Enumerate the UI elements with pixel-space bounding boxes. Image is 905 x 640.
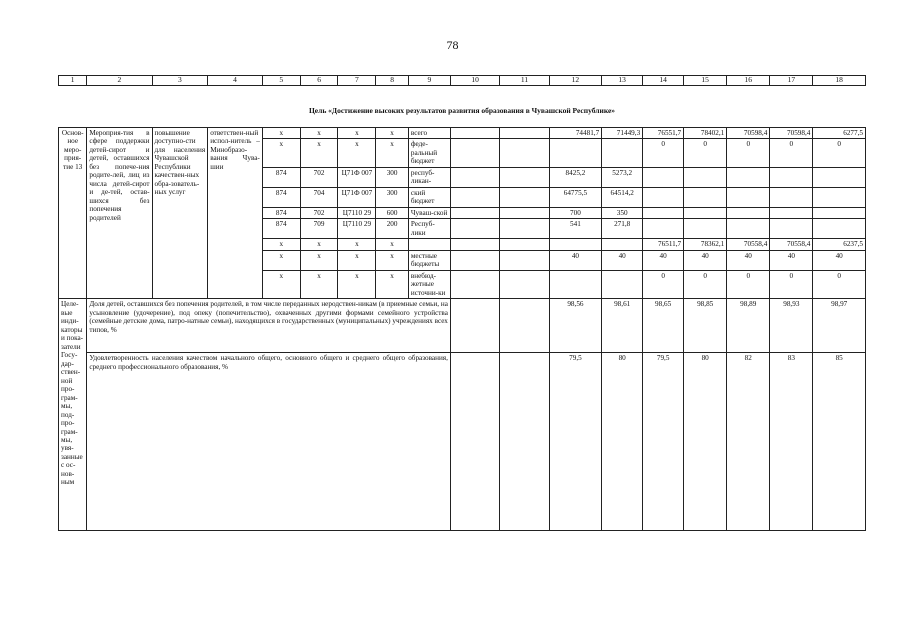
table-cell: x bbox=[300, 270, 338, 298]
indicator-value: 79,5 bbox=[643, 353, 684, 531]
indicator-value: 98,56 bbox=[549, 299, 602, 353]
table-cell: x bbox=[338, 250, 376, 270]
table-cell: 40 bbox=[727, 250, 770, 270]
table-cell bbox=[450, 239, 499, 250]
funding-source: внебюд-жетные источни-ки bbox=[408, 270, 450, 298]
table-cell bbox=[643, 207, 684, 218]
table-cell: 704 bbox=[300, 187, 338, 207]
table-cell bbox=[770, 207, 813, 218]
table-cell: x bbox=[262, 128, 300, 139]
col-header: 6 bbox=[300, 76, 338, 86]
activity-type: Основ-ное меро-прия-тие 13 bbox=[59, 128, 87, 299]
table-cell: 40 bbox=[684, 250, 727, 270]
col-header: 4 bbox=[208, 76, 263, 86]
indicator-text: Доля детей, оставшихся без попечения родителей, в том числе переданных неродствен-никам (в приемные семьи, на усыновление (удочерение), под опеку (попечительство), охваченных другими формами семейного устройства (семейные детские дома, патро-натные семьи), находящихся в государственных (муниципальных) учреждениях всех типов, % bbox=[87, 299, 451, 353]
table-cell: x bbox=[338, 139, 376, 167]
table-cell bbox=[727, 167, 770, 187]
table-cell bbox=[813, 167, 866, 187]
table-cell bbox=[549, 270, 602, 298]
funding-source: Респуб-лики bbox=[408, 219, 450, 239]
table-cell: x bbox=[376, 139, 409, 167]
table-cell: 74481,7 bbox=[549, 128, 602, 139]
table-cell bbox=[813, 187, 866, 207]
table-cell bbox=[643, 187, 684, 207]
table-cell: 541 bbox=[549, 219, 602, 239]
budget-table bbox=[58, 75, 866, 531]
table-cell bbox=[684, 187, 727, 207]
table-cell: 874 bbox=[262, 187, 300, 207]
col-header: 11 bbox=[500, 76, 549, 86]
table-cell: 702 bbox=[300, 167, 338, 187]
indicator-value: 82 bbox=[727, 353, 770, 531]
table-cell: 709 bbox=[300, 219, 338, 239]
table-cell: Ц7110 29 bbox=[338, 207, 376, 218]
table-cell bbox=[770, 187, 813, 207]
col-header: 8 bbox=[376, 76, 409, 86]
table-cell: x bbox=[262, 270, 300, 298]
table-cell: 874 bbox=[262, 207, 300, 218]
table-cell: 0 bbox=[813, 270, 866, 298]
column-number-row bbox=[59, 76, 866, 86]
indicator-value: 98,97 bbox=[813, 299, 866, 353]
table-cell bbox=[500, 167, 549, 187]
table-cell bbox=[602, 239, 643, 250]
indicator-value: 80 bbox=[602, 353, 643, 531]
table-cell bbox=[500, 139, 549, 167]
table-cell: x bbox=[262, 250, 300, 270]
col-header: 13 bbox=[602, 76, 643, 86]
indicator-value: 98,93 bbox=[770, 299, 813, 353]
table-cell: 0 bbox=[770, 139, 813, 167]
table-cell bbox=[450, 128, 499, 139]
page-number: 78 bbox=[446, 38, 459, 52]
table-cell: 702 bbox=[300, 207, 338, 218]
table-cell bbox=[602, 139, 643, 167]
table-cell: x bbox=[262, 139, 300, 167]
table-cell: x bbox=[338, 270, 376, 298]
table-cell bbox=[500, 250, 549, 270]
funding-source bbox=[408, 239, 450, 250]
col-header: 2 bbox=[87, 76, 152, 86]
indicator-value: 98,65 bbox=[643, 299, 684, 353]
table-cell: 600 bbox=[376, 207, 409, 218]
col-header: 12 bbox=[549, 76, 602, 86]
table-cell: 40 bbox=[770, 250, 813, 270]
table-cell: x bbox=[338, 239, 376, 250]
table-cell: 350 bbox=[602, 207, 643, 218]
table-cell bbox=[450, 187, 499, 207]
table-row bbox=[59, 128, 866, 139]
table-cell: 40 bbox=[813, 250, 866, 270]
table-cell: 78362,1 bbox=[684, 239, 727, 250]
table-cell: 40 bbox=[549, 250, 602, 270]
col-header: 16 bbox=[727, 76, 770, 86]
table-cell: x bbox=[262, 239, 300, 250]
table-cell: 71449,3 bbox=[602, 128, 643, 139]
indicator-value: 98,85 bbox=[684, 299, 727, 353]
table-cell bbox=[500, 128, 549, 139]
responsible-executor: ответствен-ный испол-нитель – Минобразо-вания Чува-шии bbox=[208, 128, 263, 299]
col-header: 18 bbox=[813, 76, 866, 86]
indicator-value: 79,5 bbox=[549, 353, 602, 531]
table-cell: 0 bbox=[727, 139, 770, 167]
indicator-value: 85 bbox=[813, 353, 866, 531]
table-cell: 0 bbox=[813, 139, 866, 167]
indicator-value: 83 bbox=[770, 353, 813, 531]
table-cell: x bbox=[376, 270, 409, 298]
table-cell: x bbox=[300, 239, 338, 250]
table-cell bbox=[450, 139, 499, 167]
goal-title: Цель «Достижение высоких результатов развития образования в Чувашской Республике» bbox=[59, 86, 866, 128]
table-cell: 0 bbox=[684, 139, 727, 167]
table-cell bbox=[500, 239, 549, 250]
table-cell bbox=[770, 167, 813, 187]
table-cell: 5273,2 bbox=[602, 167, 643, 187]
col-header: 10 bbox=[450, 76, 499, 86]
table-cell bbox=[727, 219, 770, 239]
table-cell bbox=[500, 299, 549, 353]
indicator-row bbox=[59, 353, 866, 531]
table-cell: 300 bbox=[376, 167, 409, 187]
table-cell bbox=[727, 187, 770, 207]
col-header: 5 bbox=[262, 76, 300, 86]
table-cell: 70598,4 bbox=[727, 128, 770, 139]
indicator-row bbox=[59, 299, 866, 353]
col-header: 9 bbox=[408, 76, 450, 86]
table-cell bbox=[727, 207, 770, 218]
table-cell: 200 bbox=[376, 219, 409, 239]
table-cell: Ц7110 29 bbox=[338, 219, 376, 239]
table-cell bbox=[813, 207, 866, 218]
table-cell bbox=[500, 270, 549, 298]
funding-source: феде-ральный бюджет bbox=[408, 139, 450, 167]
indicator-value: 98,89 bbox=[727, 299, 770, 353]
table-cell: 300 bbox=[376, 187, 409, 207]
table-cell bbox=[450, 219, 499, 239]
table-cell: 70558,4 bbox=[770, 239, 813, 250]
table-cell: 64514,2 bbox=[602, 187, 643, 207]
col-header: 1 bbox=[59, 76, 87, 86]
table-cell: 64775,5 bbox=[549, 187, 602, 207]
table-cell: x bbox=[338, 128, 376, 139]
funding-source: респуб-ликан- bbox=[408, 167, 450, 187]
table-cell bbox=[643, 167, 684, 187]
table-cell bbox=[450, 207, 499, 218]
table-cell: 76511,7 bbox=[643, 239, 684, 250]
table-cell bbox=[549, 139, 602, 167]
table-cell: x bbox=[300, 139, 338, 167]
col-header: 17 bbox=[770, 76, 813, 86]
table-cell: x bbox=[376, 239, 409, 250]
table-cell bbox=[450, 353, 499, 531]
table-cell: x bbox=[376, 128, 409, 139]
table-cell: x bbox=[376, 250, 409, 270]
col-header: 3 bbox=[152, 76, 208, 86]
table-cell: Ц71Ф 007 bbox=[338, 167, 376, 187]
indicator-value: 80 bbox=[684, 353, 727, 531]
table-cell: 8425,2 bbox=[549, 167, 602, 187]
table-cell: 40 bbox=[602, 250, 643, 270]
table-cell: 0 bbox=[643, 139, 684, 167]
indicator-text: Удовлетворенность населения качеством начального общего, основного общего и среднего общего образования, среднего профессионального образования, % bbox=[87, 353, 451, 531]
funding-source: Чуваш-ской bbox=[408, 207, 450, 218]
table-cell bbox=[643, 219, 684, 239]
table-cell: 76551,7 bbox=[643, 128, 684, 139]
table-cell: 78402,1 bbox=[684, 128, 727, 139]
col-header: 15 bbox=[684, 76, 727, 86]
table-cell bbox=[500, 187, 549, 207]
table-cell: 0 bbox=[727, 270, 770, 298]
col-header: 7 bbox=[338, 76, 376, 86]
table-cell: 40 bbox=[643, 250, 684, 270]
activity-name: Мероприя-тия в сфере поддержки детей-сирот и детей, оставшихся без попече-ния родите-лей, лиц из числа детей-сирот и де-тей, остав-шихся без попечения родителей bbox=[87, 128, 152, 299]
table-cell bbox=[500, 219, 549, 239]
activity-goal: повышение доступно-сти для населения Чувашской Республики качествен-ных обра-зователь-ных услуг bbox=[152, 128, 208, 299]
table-cell bbox=[684, 167, 727, 187]
col-header: 14 bbox=[643, 76, 684, 86]
table-cell: 0 bbox=[643, 270, 684, 298]
table-cell: 700 bbox=[549, 207, 602, 218]
table-cell bbox=[770, 219, 813, 239]
table-cell: Ц71Ф 007 bbox=[338, 187, 376, 207]
table-cell bbox=[684, 207, 727, 218]
table-cell bbox=[684, 219, 727, 239]
table-cell bbox=[450, 270, 499, 298]
table-cell bbox=[450, 250, 499, 270]
table-cell: 70558,4 bbox=[727, 239, 770, 250]
table-cell: 70598,4 bbox=[770, 128, 813, 139]
table-cell: 271,8 bbox=[602, 219, 643, 239]
table-cell bbox=[450, 299, 499, 353]
funding-source: ский бюджет bbox=[408, 187, 450, 207]
indicator-value: 98,61 bbox=[602, 299, 643, 353]
table-cell bbox=[450, 167, 499, 187]
table-cell bbox=[500, 353, 549, 531]
table-cell: 0 bbox=[770, 270, 813, 298]
table-cell: x bbox=[300, 128, 338, 139]
table-cell: 874 bbox=[262, 167, 300, 187]
table-cell bbox=[549, 239, 602, 250]
table-cell: 6237,5 bbox=[813, 239, 866, 250]
table-cell: 0 bbox=[684, 270, 727, 298]
funding-source: всего bbox=[408, 128, 450, 139]
goal-row bbox=[59, 86, 866, 128]
indicators-label: Целе-вые инди-каторы и пока-затели Госу-дар-ствен-ной про-грам-мы, под-про-грам-мы, увя-занные с ос-нов-ным bbox=[59, 299, 87, 531]
table-cell: 6277,5 bbox=[813, 128, 866, 139]
table-cell bbox=[602, 270, 643, 298]
table-cell bbox=[500, 207, 549, 218]
table-cell: 874 bbox=[262, 219, 300, 239]
funding-source: местные бюджеты bbox=[408, 250, 450, 270]
table-cell bbox=[813, 219, 866, 239]
table-cell: x bbox=[300, 250, 338, 270]
